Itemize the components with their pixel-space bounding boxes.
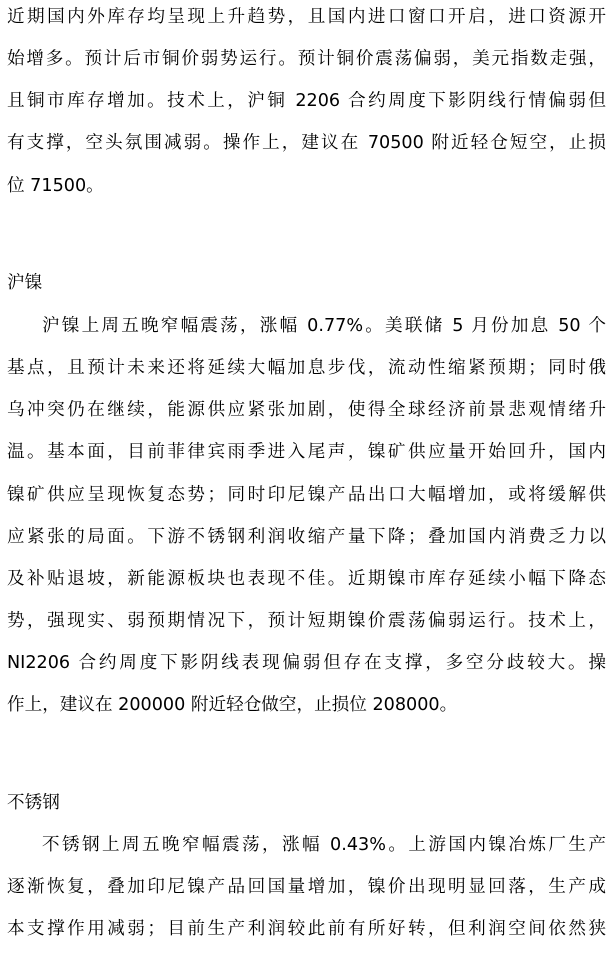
nickel-line-6: 应紧张的局面。下游不锈钢利润收缩产量下降；叠加国内消费乏力以 (7, 527, 606, 547)
nickel-line-1: 沪镍上周五晚窄幅震荡，涨幅 0.77%。美联储 5 月份加息 50 个 (42, 316, 606, 336)
nickel-line-10: 作上，建议在 200000 附近轻仓做空，止损位 208000。 (7, 695, 458, 715)
section-heading-stainless: 不锈钢 (7, 793, 60, 813)
nickel-line-9: NI2206 合约周度下影阴线表现偏弱但存在支撑，多空分歧较大。操 (7, 653, 606, 673)
stainless-line-1: 不锈钢上周五晚窄幅震荡，涨幅 0.43%。上游国内镍冶炼厂生产 (42, 835, 606, 855)
section-heading-nickel: 沪镍 (7, 273, 43, 293)
nickel-line-4: 温。基本面，目前菲律宾雨季进入尾声，镍矿供应量开始回升，国内 (7, 442, 606, 462)
intro-line-1: 近期国内外库存均呈现上升趋势，且国内进口窗口开启，进口资源开 (7, 7, 606, 27)
stainless-line-3: 本支撑作用减弱；目前生产利润较此前有所好转，但利润空间依然狭 (7, 919, 606, 939)
intro-line-3: 且铜市库存增加。技术上，沪铜 2206 合约周度下影阴线行情偏弱但 (7, 91, 606, 111)
intro-line-2: 始增多。预计后市铜价弱势运行。预计铜价震荡偏弱，美元指数走强， (7, 49, 606, 69)
intro-line-4: 有支撑，空头氛围减弱。操作上，建议在 70500 附近轻仓短空，止损 (7, 133, 606, 153)
nickel-line-7: 及补贴退坡，新能源板块也表现不佳。近期镍市库存延续小幅下降态 (7, 569, 606, 589)
nickel-line-3: 乌冲突仍在继续，能源供应紧张加剧，使得全球经济前景悲观情绪升 (7, 400, 606, 420)
intro-line-5: 位 71500。 (7, 176, 104, 196)
stainless-line-2: 逐渐恢复，叠加印尼镍产品回国量增加，镍价出现明显回落，生产成 (7, 877, 606, 897)
nickel-line-5: 镍矿供应呈现恢复态势；同时印尼镍产品出口大幅增加，或将缓解供 (7, 485, 606, 505)
nickel-line-8: 势，强现实、弱预期情况下，预计短期镍价震荡偏弱运行。技术上， (7, 611, 606, 631)
nickel-line-2: 基点，且预计未来还将延续大幅加息步伐，流动性缩紧预期；同时俄 (7, 358, 606, 378)
